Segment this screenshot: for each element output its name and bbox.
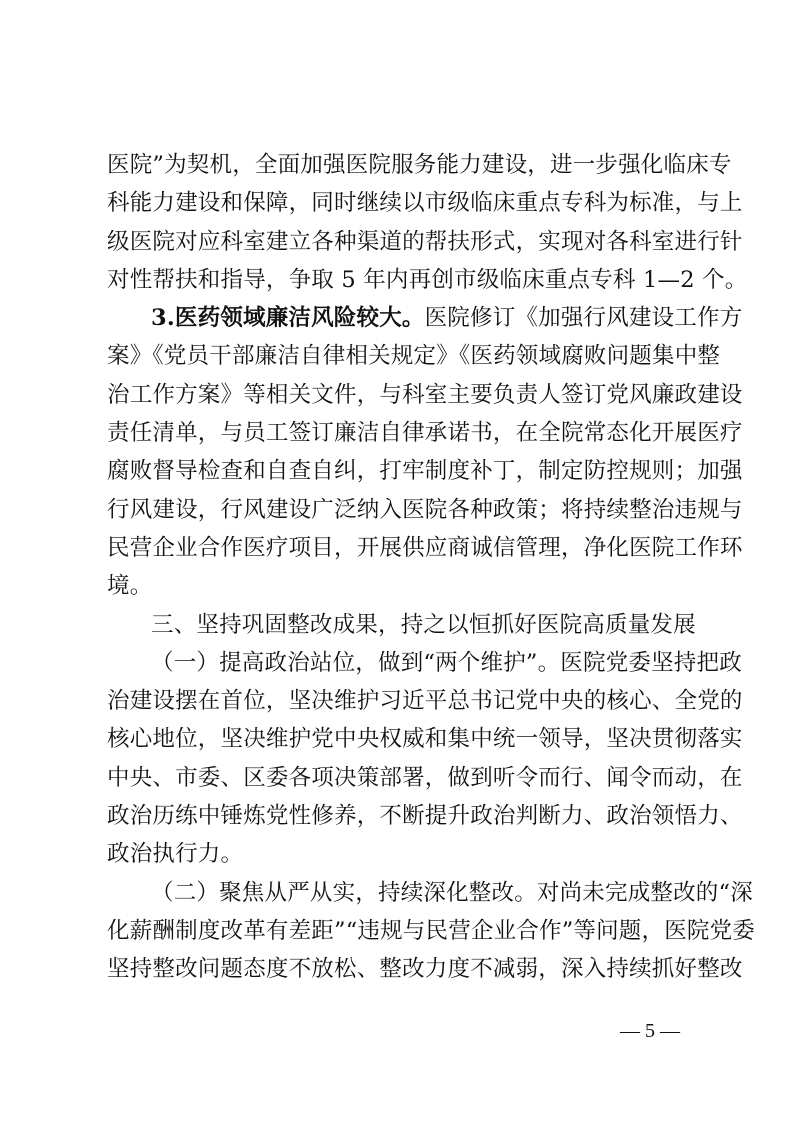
subsection-first-line: （二）聚焦从严从实，持续深化整改。对尚未完成整改的“深 (151, 879, 753, 906)
subsection-first-line: （一）提高政治站位，做到“两个维护”。医院党委坚持把政 (151, 649, 742, 676)
text-line: 境。 (107, 573, 153, 600)
text-line: 腐败督导检查和自查自纠，打牢制度补丁，制定防控规则；加强 (107, 458, 743, 485)
section-heading-line (107, 299, 743, 337)
text-line: 责任清单，与员工签订廉洁自律承诺书，在全院常态化开展医疗 (107, 420, 743, 447)
document-body (107, 146, 756, 989)
text-line: 化薪酬制度改革有差距”“违规与民营企业合作”等问题，医院党委 (107, 917, 756, 944)
text-line: 核心地位，坚决维护党中央权威和集中统一领导，坚决贯彻落实 (107, 726, 743, 753)
text-line: 民营企业合作医疗项目，开展供应商诚信管理，净化医院工作环 (107, 534, 743, 561)
text-line: 案》《党员干部廉洁自律相关规定》《医药领域腐败问题集中整 (107, 343, 721, 370)
text-line: 政治执行力。 (107, 841, 244, 868)
text-line: 医院”为契机，全面加强医院服务能力建设，进一步强化临床专 (107, 152, 732, 178)
text-line: 政治历练中锤炼党性修养，不断提升政治判断力、政治领悟力、 (107, 803, 743, 830)
text-line: 科能力建设和保障，同时继续以市级临床重点专科为标准，与上 (107, 190, 743, 217)
text-line: 坚持整改问题态度不放松、整改力度不减弱，深入持续抓好整改 (107, 956, 743, 983)
chapter-heading: 三、坚持巩固整改成果，持之以恒抓好医院高质量发展 (151, 611, 696, 638)
section-heading-bold: 3.医药领域廉洁风险较大。 (151, 305, 425, 332)
text-line: 治工作方案》等相关文件，与科室主要负责人签订党风廉政建设 (107, 381, 743, 408)
text-line: 中央、市委、区委各项决策部署，做到听令而行、闻令而动，在 (107, 764, 743, 791)
section-heading-rest: 医院修订《加强行风建设工作方 (424, 305, 743, 332)
text-line: 对性帮扶和指导，争取 5 年内再创市级临床重点专科 1—2 个。 (107, 266, 748, 293)
text-line: 级医院对应科室建立各种渠道的帮扶形式，实现对各科室进行针 (107, 228, 743, 255)
text-line: 治建设摆在首位，坚决维护习近平总书记党中央的核心、全党的 (107, 688, 743, 715)
text-line: 行风建设，行风建设广泛纳入医院各种政策；将持续整治违规与 (107, 496, 743, 523)
page-number: — 5 — (620, 1020, 680, 1042)
